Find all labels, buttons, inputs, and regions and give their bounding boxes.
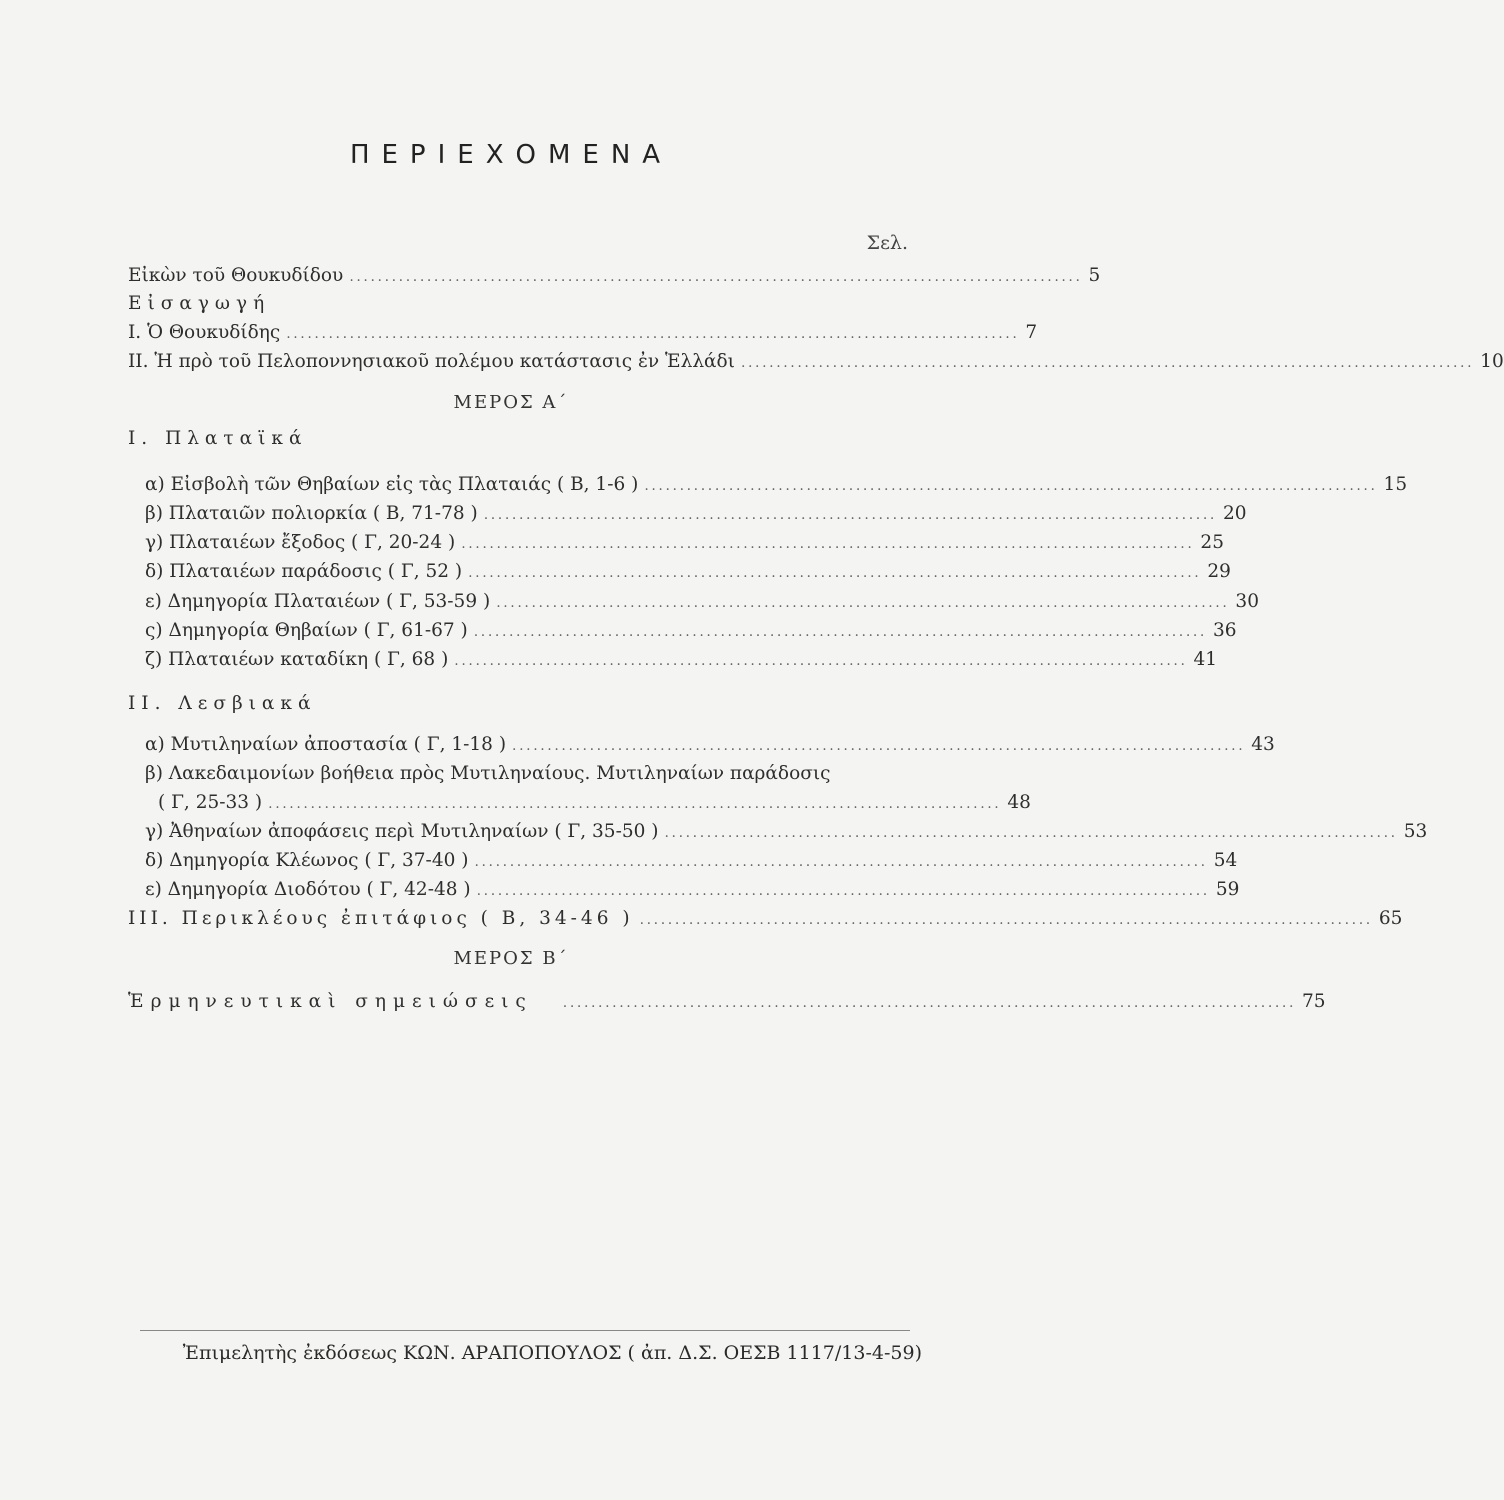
toc-entry-page: 10 xyxy=(1480,351,1504,372)
dot-leader: ........................................................................................................ xyxy=(639,912,1373,928)
toc-entry xyxy=(145,876,1240,904)
toc-entry-label: δ) Πλαταιέων παράδοσις ( Γ, 52 ) xyxy=(145,561,463,582)
toc-entry xyxy=(128,319,1038,347)
toc-entry xyxy=(145,471,1408,499)
toc-entry-page: 15 xyxy=(1383,474,1408,495)
toc-entry-label: δ) Δημηγορία Κλέωνος ( Γ, 37-40 ) xyxy=(145,850,469,871)
toc-entry-page: 41 xyxy=(1193,649,1218,670)
toc-entry-epitaphios xyxy=(128,905,1403,933)
toc-entry-label: Εἰκὼν τοῦ Θουκυδίδου xyxy=(128,265,344,286)
toc-entry xyxy=(145,847,1238,875)
dot-leader: ........................................................................................................ xyxy=(454,653,1188,669)
toc-entry-page: 59 xyxy=(1215,879,1240,900)
dot-leader: ........................................................................................................ xyxy=(512,738,1246,754)
dot-leader: ........................................................................................................ xyxy=(476,883,1210,899)
toc-entry xyxy=(145,588,1259,616)
footer-editor-credit: Ἐπιμελητὴς ἐκδόσεως ΚΩΝ. ΑΡΑΠΟΠΟΥΛΟΣ ( ἀπ. Δ.Σ. ΟΕΣΒ 1117/13-4-59) xyxy=(182,1342,922,1364)
toc-entry xyxy=(145,558,1231,586)
toc-entry-label: γ) Ἀθηναίων ἀποφάσεις περὶ Μυτιληναίων ( Γ, 35-50 ) xyxy=(145,821,659,842)
toc-entry-page: 7 xyxy=(1025,322,1038,343)
toc-entry-page: 43 xyxy=(1251,734,1275,755)
toc-entry-label: ( Γ, 25-33 ) xyxy=(158,792,263,813)
toc-entry-label: ΙΙ. Ἡ πρὸ τοῦ Πελοποννησιακοῦ πολέμου κατάστασις ἐν Ἑλλάδι xyxy=(128,351,735,372)
toc-entry-page: 20 xyxy=(1222,503,1247,524)
toc-entry-label: ς) Δημηγορία Θηβαίων ( Γ, 61-67 ) xyxy=(145,620,468,641)
toc-entry-page: 48 xyxy=(1007,792,1031,813)
toc-entry-page: 25 xyxy=(1200,532,1224,553)
part-a-heading: ΜΕΡΟΣ Α΄ xyxy=(453,392,569,413)
footer-divider xyxy=(140,1330,910,1331)
dot-leader: ........................................................................................................ xyxy=(740,355,1475,371)
dot-leader: ........................................................................................................ xyxy=(644,478,1378,494)
toc-entry-label: ε) Δημηγορία Διοδότου ( Γ, 42-48 ) xyxy=(145,879,471,900)
toc-entry xyxy=(145,646,1218,674)
toc-entry-label: β) Πλαταιῶν πολιορκία ( Β, 71-78 ) xyxy=(145,503,478,524)
toc-entry-label: Ι. Ὁ Θουκυδίδης xyxy=(128,322,281,343)
toc-entry xyxy=(145,617,1237,645)
toc-entry-eikon xyxy=(128,262,1101,290)
toc-entry-label: ε) Δημηγορία Πλαταιέων ( Γ, 53-59 ) xyxy=(145,591,491,612)
toc-entry-label: ΙΙΙ. Περικλέους ἐπιτάφιος ( Β, 34-46 ) xyxy=(128,908,634,929)
toc-entry xyxy=(145,818,1428,846)
dot-leader: ........................................................................................................ xyxy=(268,796,1002,812)
section-eisagogi: Εἰσαγωγή xyxy=(128,293,271,314)
page-title: ΠΕΡΙΕΧΟΜΕΝΑ xyxy=(349,140,673,170)
page-column-label: Σελ. xyxy=(866,232,908,254)
toc-entry-notes xyxy=(128,988,1326,1016)
dot-leader: ........................................................................................................ xyxy=(496,595,1230,611)
dot-leader: ........................................................................................................ xyxy=(468,565,1202,581)
section-title-plataika: Ι. Πλαταϊκά xyxy=(128,428,308,449)
toc-entry-page: 30 xyxy=(1235,591,1259,612)
toc-entry-label: γ) Πλαταιέων ἔξοδος ( Γ, 20-24 ) xyxy=(145,532,456,553)
dot-leader: ........................................................................................................ xyxy=(461,536,1195,552)
part-b-heading: ΜΕΡΟΣ Β΄ xyxy=(453,948,569,969)
toc-entry-page: 53 xyxy=(1403,821,1428,842)
toc-entry xyxy=(128,348,1504,376)
dot-leader: ........................................................................................................ xyxy=(483,507,1217,523)
dot-leader: ........................................................................................................ xyxy=(474,854,1208,870)
section-title-lesviaka: ΙΙ. Λεσβιακά xyxy=(128,693,317,714)
toc-entry-label: β) Λακεδαιμονίων βοήθεια πρὸς Μυτιληναίους. Μυτιληναίων παράδοσις xyxy=(145,763,831,784)
toc-entry-label: α) Μυτιληναίων ἀποστασία ( Γ, 1-18 ) xyxy=(145,734,507,755)
toc-entry xyxy=(145,731,1275,759)
dot-leader: ........................................................................................................ xyxy=(349,269,1083,285)
toc-entry xyxy=(145,500,1247,528)
toc-entry-page: 29 xyxy=(1207,561,1231,582)
toc-entry-page: 65 xyxy=(1378,908,1403,929)
toc-entry-label: α) Εἰσβολὴ τῶν Θηβαίων εἰς τὰς Πλαταιάς ( Β, 1-6 ) xyxy=(145,474,639,495)
toc-entry-page: 54 xyxy=(1213,850,1238,871)
toc-entry xyxy=(158,789,1031,817)
dot-leader: ........................................................................................................ xyxy=(286,326,1020,342)
dot-leader: ........................................................................................................ xyxy=(664,825,1398,841)
toc-entry-label: ζ) Πλαταιέων καταδίκη ( Γ, 68 ) xyxy=(145,649,449,670)
toc-entry-page: 36 xyxy=(1212,620,1237,641)
toc-entry-page: 75 xyxy=(1302,991,1326,1012)
toc-entry-label: Ἑρμηνευτικαὶ σημειώσεις xyxy=(128,991,533,1012)
toc-entry xyxy=(145,529,1224,557)
dot-leader: ........................................................................................................ xyxy=(473,624,1207,640)
dot-leader: ........................................................................................................ xyxy=(562,995,1297,1011)
toc-entry-page: 5 xyxy=(1088,265,1101,286)
